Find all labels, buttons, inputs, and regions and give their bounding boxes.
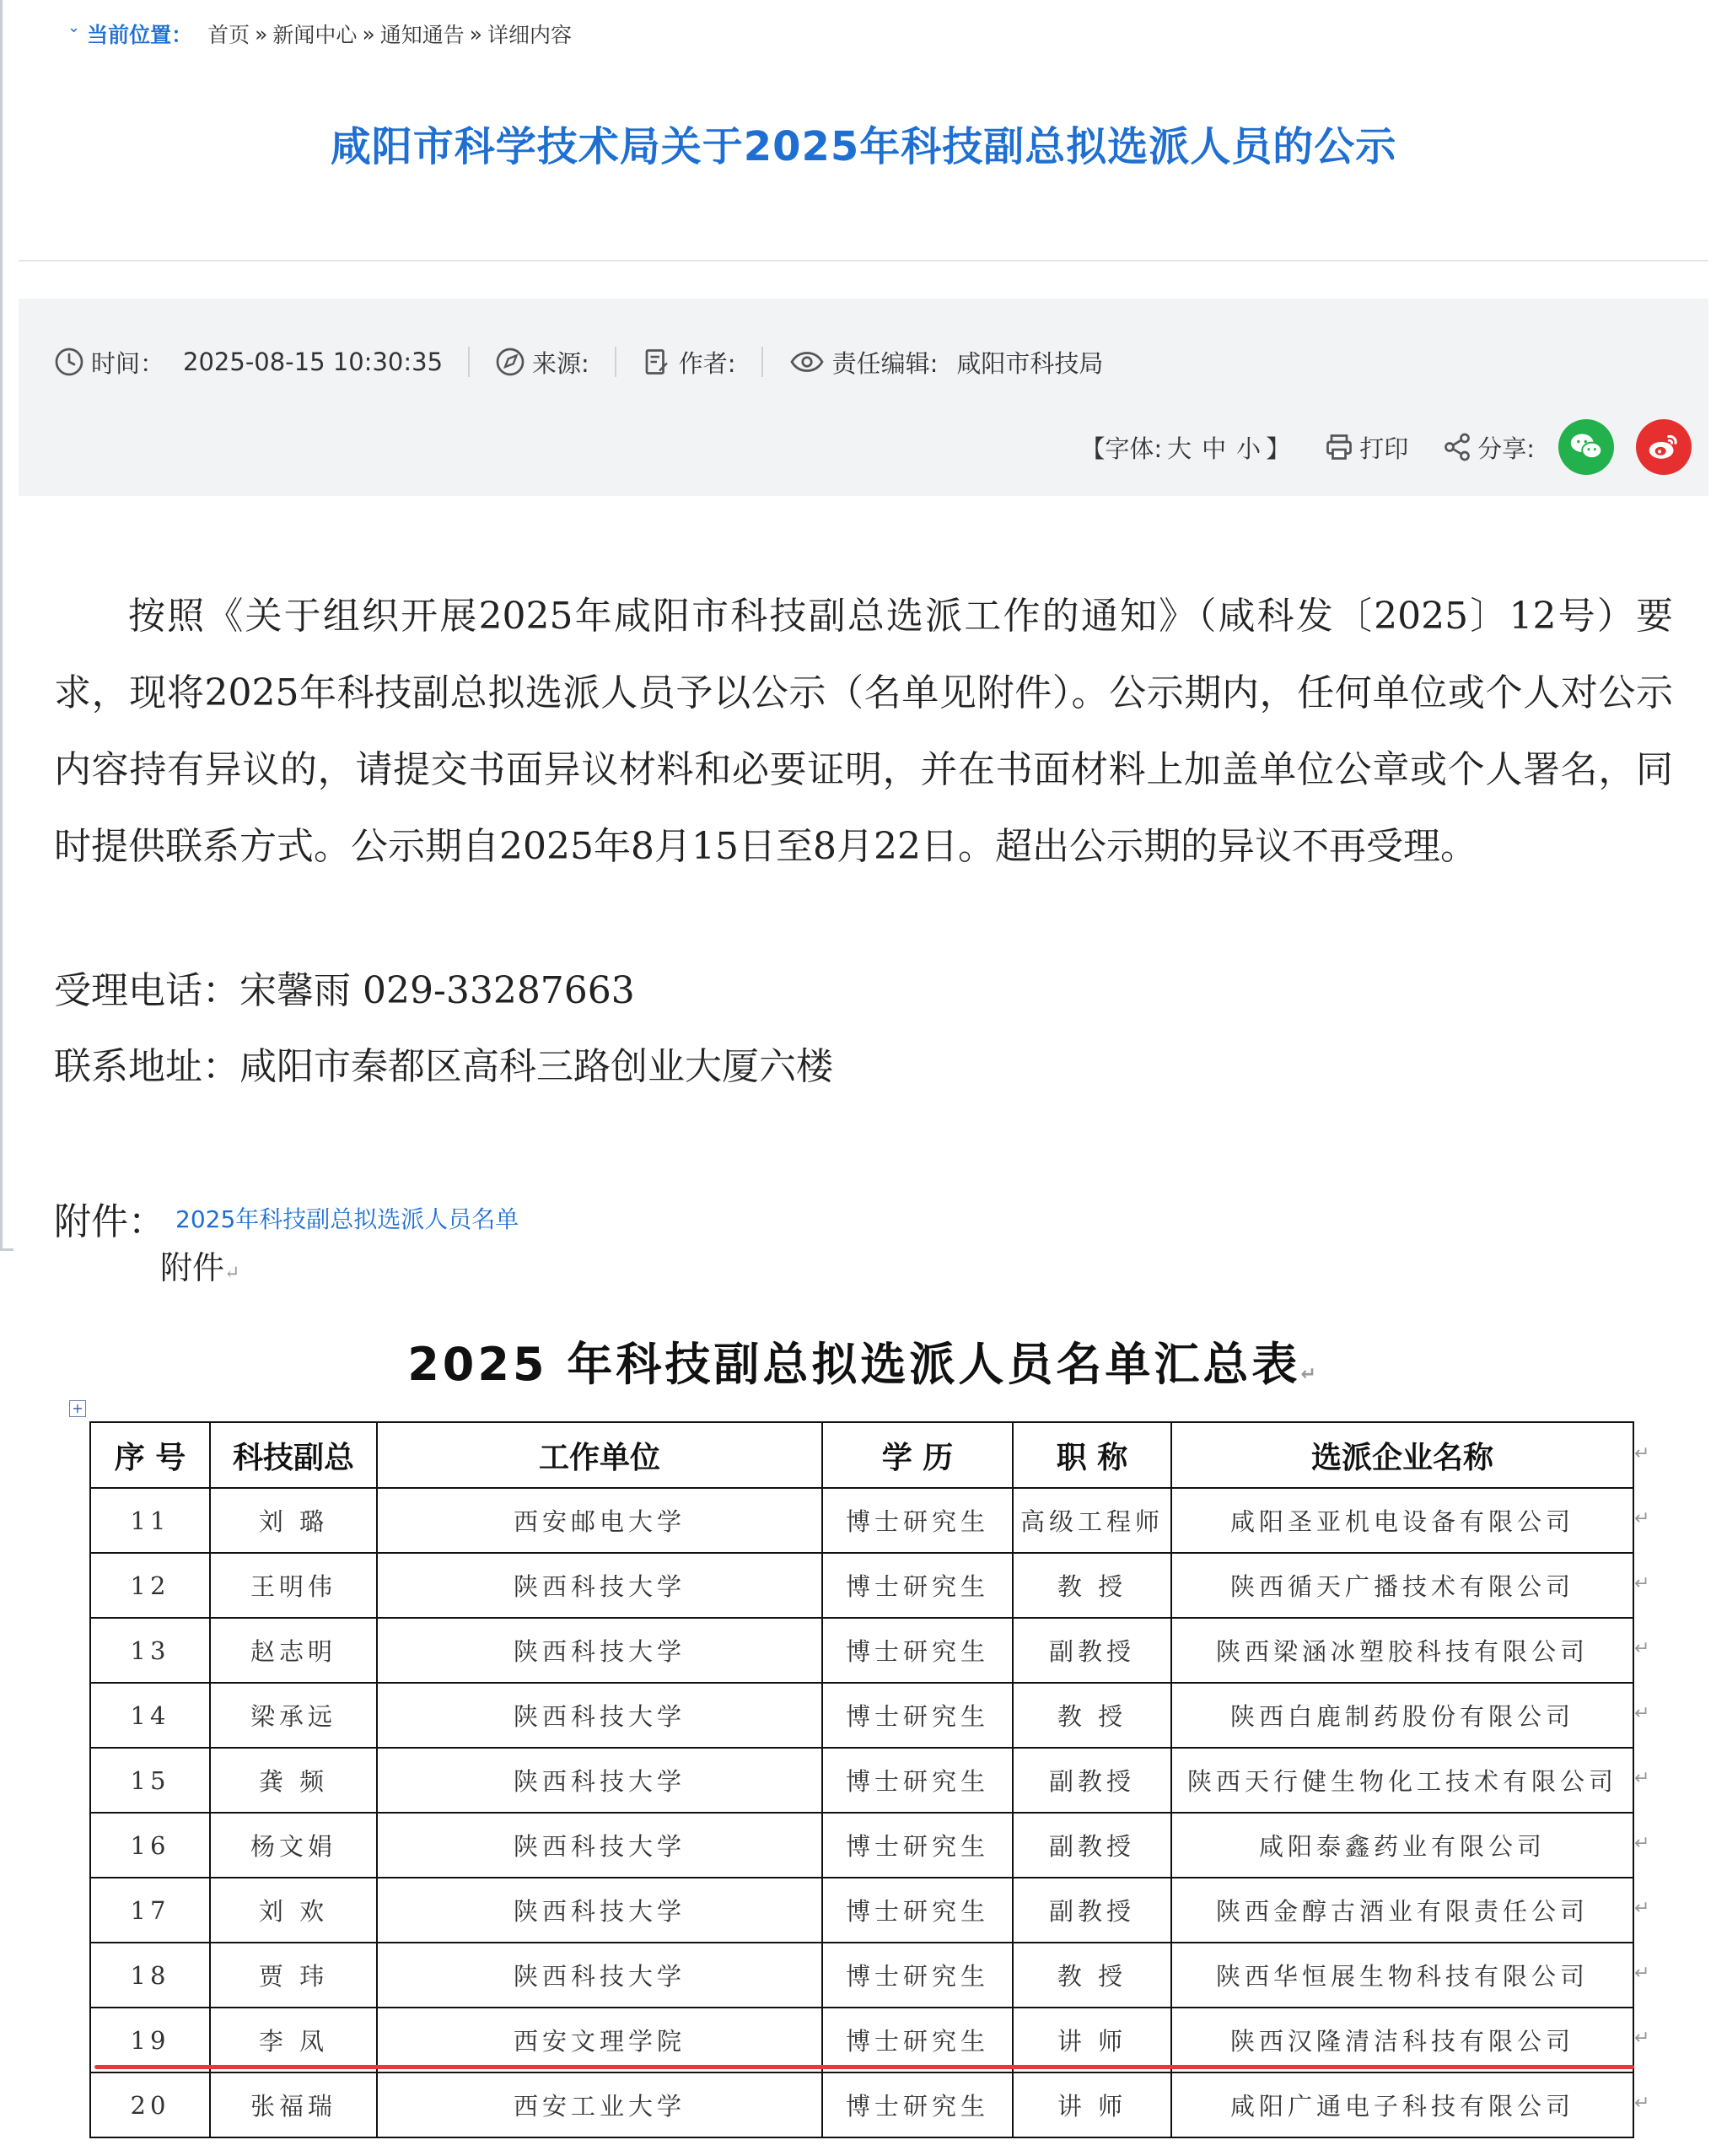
meta-author-label: 作者: [678, 348, 736, 378]
cell-education: 博士研究生 [822, 2072, 1013, 2137]
cell-name: 刘 欢 [210, 1878, 377, 1943]
breadcrumb-current: 详细内容 [487, 23, 573, 47]
cell-company: 陕西金醇古酒业有限责任公司 [1171, 1878, 1633, 1943]
row-end-mark-icon: ↵ [1634, 1573, 1650, 1594]
row-end-mark-icon: ↵ [1634, 1443, 1650, 1464]
table-move-handle-icon[interactable]: + [69, 1400, 86, 1417]
table-row [90, 1683, 1633, 1748]
header-cell-education: 学 历 [822, 1422, 1013, 1488]
cell-work-unit: 西安文理学院 [377, 2008, 822, 2072]
chevron-down-icon: ⌄ [67, 18, 81, 36]
meta-divider [468, 347, 470, 377]
clock-icon [54, 347, 84, 377]
meta-source [495, 345, 589, 380]
font-size-medium-button[interactable]: 中 [1202, 434, 1227, 463]
row-end-mark-icon: ↵ [1634, 1768, 1650, 1789]
cell-name: 梁承远 [210, 1683, 377, 1748]
article-body-paragraph: 按照《关于组织开展2025年咸阳市科技副总选派工作的通知》（咸科发〔2025〕12号）要求，现将2025年科技副总拟选派人员予以公示（名单见附件）。公示期内，任何单位或个人对公示内容持有异议的，请提交书面异议材料和必要证明，并在书面材料上加盖单位公章或个人署名，同时提供联系方式。公示期自2025年8月15日至8月22日。超出公示期的异议不再受理。 [54, 595, 1673, 868]
meta-divider [761, 347, 763, 377]
meta-time-value: 2025-08-15 10:30:35 [183, 348, 444, 376]
row-end-mark-icon: ↵ [1634, 1833, 1650, 1854]
share-label [1442, 430, 1535, 465]
meta-time [54, 345, 443, 380]
cell-name: 赵志明 [210, 1618, 377, 1683]
breadcrumb-label: 当前位置： [87, 23, 193, 47]
breadcrumb-separator: » [362, 21, 375, 46]
cell-education: 博士研究生 [822, 1813, 1013, 1878]
cell-work-unit: 陕西科技大学 [377, 1618, 822, 1683]
cell-company: 陕西汉隆清洁科技有限公司 [1171, 2008, 1633, 2072]
font-size-bracket: 】 [1266, 434, 1291, 463]
wechat-icon [1567, 428, 1606, 466]
cell-name: 刘 璐 [210, 1488, 377, 1553]
share-wechat-button[interactable] [1558, 419, 1614, 475]
table-row [90, 1943, 1633, 2008]
cell-index: 16 [90, 1813, 210, 1878]
header-cell-company: 选派企业名称 [1171, 1422, 1633, 1488]
cell-index: 15 [90, 1748, 210, 1813]
cell-name: 龚 频 [210, 1748, 377, 1813]
row-end-mark-icon: ↵ [1634, 2028, 1650, 2049]
cell-index: 20 [90, 2072, 210, 2137]
meta-editor-value: 咸阳市科技局 [956, 348, 1104, 378]
article-meta-bar [19, 299, 1708, 496]
cell-education: 博士研究生 [822, 1683, 1013, 1748]
doc-table-title [0, 1329, 1727, 1393]
breadcrumb [67, 15, 572, 52]
page-left-border-end [0, 1248, 13, 1251]
attachment-row [54, 1191, 519, 1245]
page-left-border [0, 0, 3, 1248]
title-divider [19, 260, 1708, 261]
table-row [90, 1878, 1633, 1943]
cell-title: 副教授 [1013, 1813, 1171, 1878]
table-row [90, 1813, 1633, 1878]
row-end-mark-icon: ↵ [1634, 1898, 1650, 1919]
cell-education: 博士研究生 [822, 1553, 1013, 1618]
cell-work-unit: 陕西科技大学 [377, 1878, 822, 1943]
table-header-row [90, 1422, 1633, 1488]
contact-phone: 受理电话：宋馨雨 029-33287663 [54, 969, 635, 1012]
breadcrumb-separator: » [255, 21, 268, 46]
highlight-underline [94, 2065, 1634, 2069]
cell-company: 陕西华恒展生物科技有限公司 [1171, 1943, 1633, 2008]
compass-icon [495, 347, 525, 377]
cell-company: 陕西循天广播技术有限公司 [1171, 1553, 1633, 1618]
cell-title: 教 授 [1013, 1683, 1171, 1748]
cell-work-unit: 西安工业大学 [377, 2072, 822, 2137]
meta-info-row [54, 341, 1103, 383]
cell-index: 12 [90, 1553, 210, 1618]
share-weibo-button[interactable] [1636, 419, 1692, 475]
cell-index: 11 [90, 1488, 210, 1553]
cell-name: 王明伟 [210, 1553, 377, 1618]
cell-title: 高级工程师 [1013, 1488, 1171, 1553]
doc-attachment-heading-text: 附件 [160, 1249, 225, 1286]
contact-address: 联系地址：咸阳市秦都区高科三路创业大厦六楼 [54, 1045, 833, 1088]
cell-name: 李 凤 [210, 2008, 377, 2072]
cell-index: 14 [90, 1683, 210, 1748]
cell-name: 贾 玮 [210, 1943, 377, 2008]
meta-source-label: 来源: [532, 348, 589, 378]
breadcrumb-link-home[interactable]: 首页 [207, 23, 250, 47]
article-toolbar [1080, 417, 1692, 477]
cell-name: 杨文娟 [210, 1813, 377, 1878]
table-row [90, 2072, 1633, 2137]
cell-work-unit: 陕西科技大学 [377, 1683, 822, 1748]
row-end-mark-icon: ↵ [1634, 1963, 1650, 1984]
paragraph-mark-icon: ↵ [1300, 1364, 1320, 1385]
cell-work-unit: 西安邮电大学 [377, 1488, 822, 1553]
print-button[interactable] [1324, 430, 1408, 465]
cell-education: 博士研究生 [822, 1488, 1013, 1553]
cell-company: 咸阳泰鑫药业有限公司 [1171, 1813, 1633, 1878]
cell-index: 19 [90, 2008, 210, 2072]
cell-education: 博士研究生 [822, 1618, 1013, 1683]
print-label: 打印 [1359, 434, 1409, 463]
cell-title: 副教授 [1013, 1618, 1171, 1683]
row-end-mark-icon: ↵ [1634, 1638, 1650, 1659]
header-cell-name: 科技副总 [210, 1422, 377, 1488]
meta-author [642, 345, 736, 380]
cell-work-unit: 陕西科技大学 [377, 1748, 822, 1813]
meta-editor-label: 责任编辑: [831, 348, 939, 378]
cell-title: 副教授 [1013, 1748, 1171, 1813]
cell-work-unit: 陕西科技大学 [377, 1813, 822, 1878]
table-row [90, 1748, 1633, 1813]
row-end-marks [1634, 1421, 1660, 2136]
cell-work-unit: 陕西科技大学 [377, 1943, 822, 2008]
header-cell-title: 职 称 [1013, 1422, 1171, 1488]
doc-attachment-heading [160, 1242, 239, 1288]
cell-name: 张福瑞 [210, 2072, 377, 2137]
font-size-label: 【字体: [1080, 434, 1163, 463]
cell-title: 讲 师 [1013, 2008, 1171, 2072]
cell-company: 陕西白鹿制药股份有限公司 [1171, 1683, 1633, 1748]
cell-index: 17 [90, 1878, 210, 1943]
paragraph-mark-icon: ↵ [224, 1263, 240, 1284]
table-row [90, 1488, 1633, 1553]
weibo-icon [1644, 428, 1683, 466]
cell-index: 18 [90, 1943, 210, 2008]
row-end-mark-icon: ↵ [1634, 2093, 1650, 2114]
row-end-mark-icon: ↵ [1634, 1508, 1650, 1529]
cell-education: 博士研究生 [822, 1878, 1013, 1943]
cell-title: 教 授 [1013, 1553, 1171, 1618]
share-text: 分享: [1477, 434, 1535, 463]
font-size-large-button[interactable]: 大 [1167, 434, 1192, 463]
header-cell-work-unit: 工作单位 [377, 1422, 822, 1488]
cell-education: 博士研究生 [822, 2008, 1013, 2072]
cell-work-unit: 陕西科技大学 [377, 1553, 822, 1618]
roster-table [89, 1421, 1634, 2138]
cell-education: 博士研究生 [822, 1748, 1013, 1813]
meta-time-label: 时间： [91, 348, 165, 378]
cell-title: 讲 师 [1013, 2072, 1171, 2137]
cell-company: 咸阳广通电子科技有限公司 [1171, 2072, 1633, 2137]
cell-company: 咸阳圣亚机电设备有限公司 [1171, 1488, 1633, 1553]
table-row [90, 1553, 1633, 1618]
cell-title: 副教授 [1013, 1878, 1171, 1943]
doc-table-title-text: 2025 年科技副总拟选派人员名单汇总表 [407, 1338, 1301, 1391]
table-row [90, 2008, 1633, 2072]
cell-title: 教 授 [1013, 1943, 1171, 2008]
edit-document-icon [642, 347, 672, 377]
page-title: 咸阳市科学技术局关于2025年科技副总拟选派人员的公示 [330, 123, 1397, 170]
header-cell-index: 序 号 [90, 1422, 210, 1488]
cell-company: 陕西天行健生物化工技术有限公司 [1171, 1748, 1633, 1813]
cell-index: 13 [90, 1618, 210, 1683]
share-icon [1442, 432, 1472, 462]
breadcrumb-link-notices[interactable]: 通知通告 [379, 23, 465, 47]
font-size-small-button[interactable]: 小 [1236, 434, 1262, 463]
printer-icon [1324, 432, 1354, 462]
row-end-mark-icon: ↵ [1634, 1703, 1650, 1724]
cell-education: 博士研究生 [822, 1943, 1013, 2008]
meta-divider [615, 347, 616, 377]
breadcrumb-separator: » [469, 21, 483, 46]
breadcrumb-link-news-center[interactable]: 新闻中心 [272, 23, 358, 47]
cell-company: 陕西梁涵冰塑胶科技有限公司 [1171, 1618, 1633, 1683]
meta-editor [788, 345, 1104, 380]
eye-icon [788, 347, 826, 377]
attachment-link[interactable]: 2025年科技副总拟选派人员名单 [175, 1205, 519, 1233]
table-row [90, 1618, 1633, 1683]
attachment-label: 附件： [54, 1200, 165, 1243]
